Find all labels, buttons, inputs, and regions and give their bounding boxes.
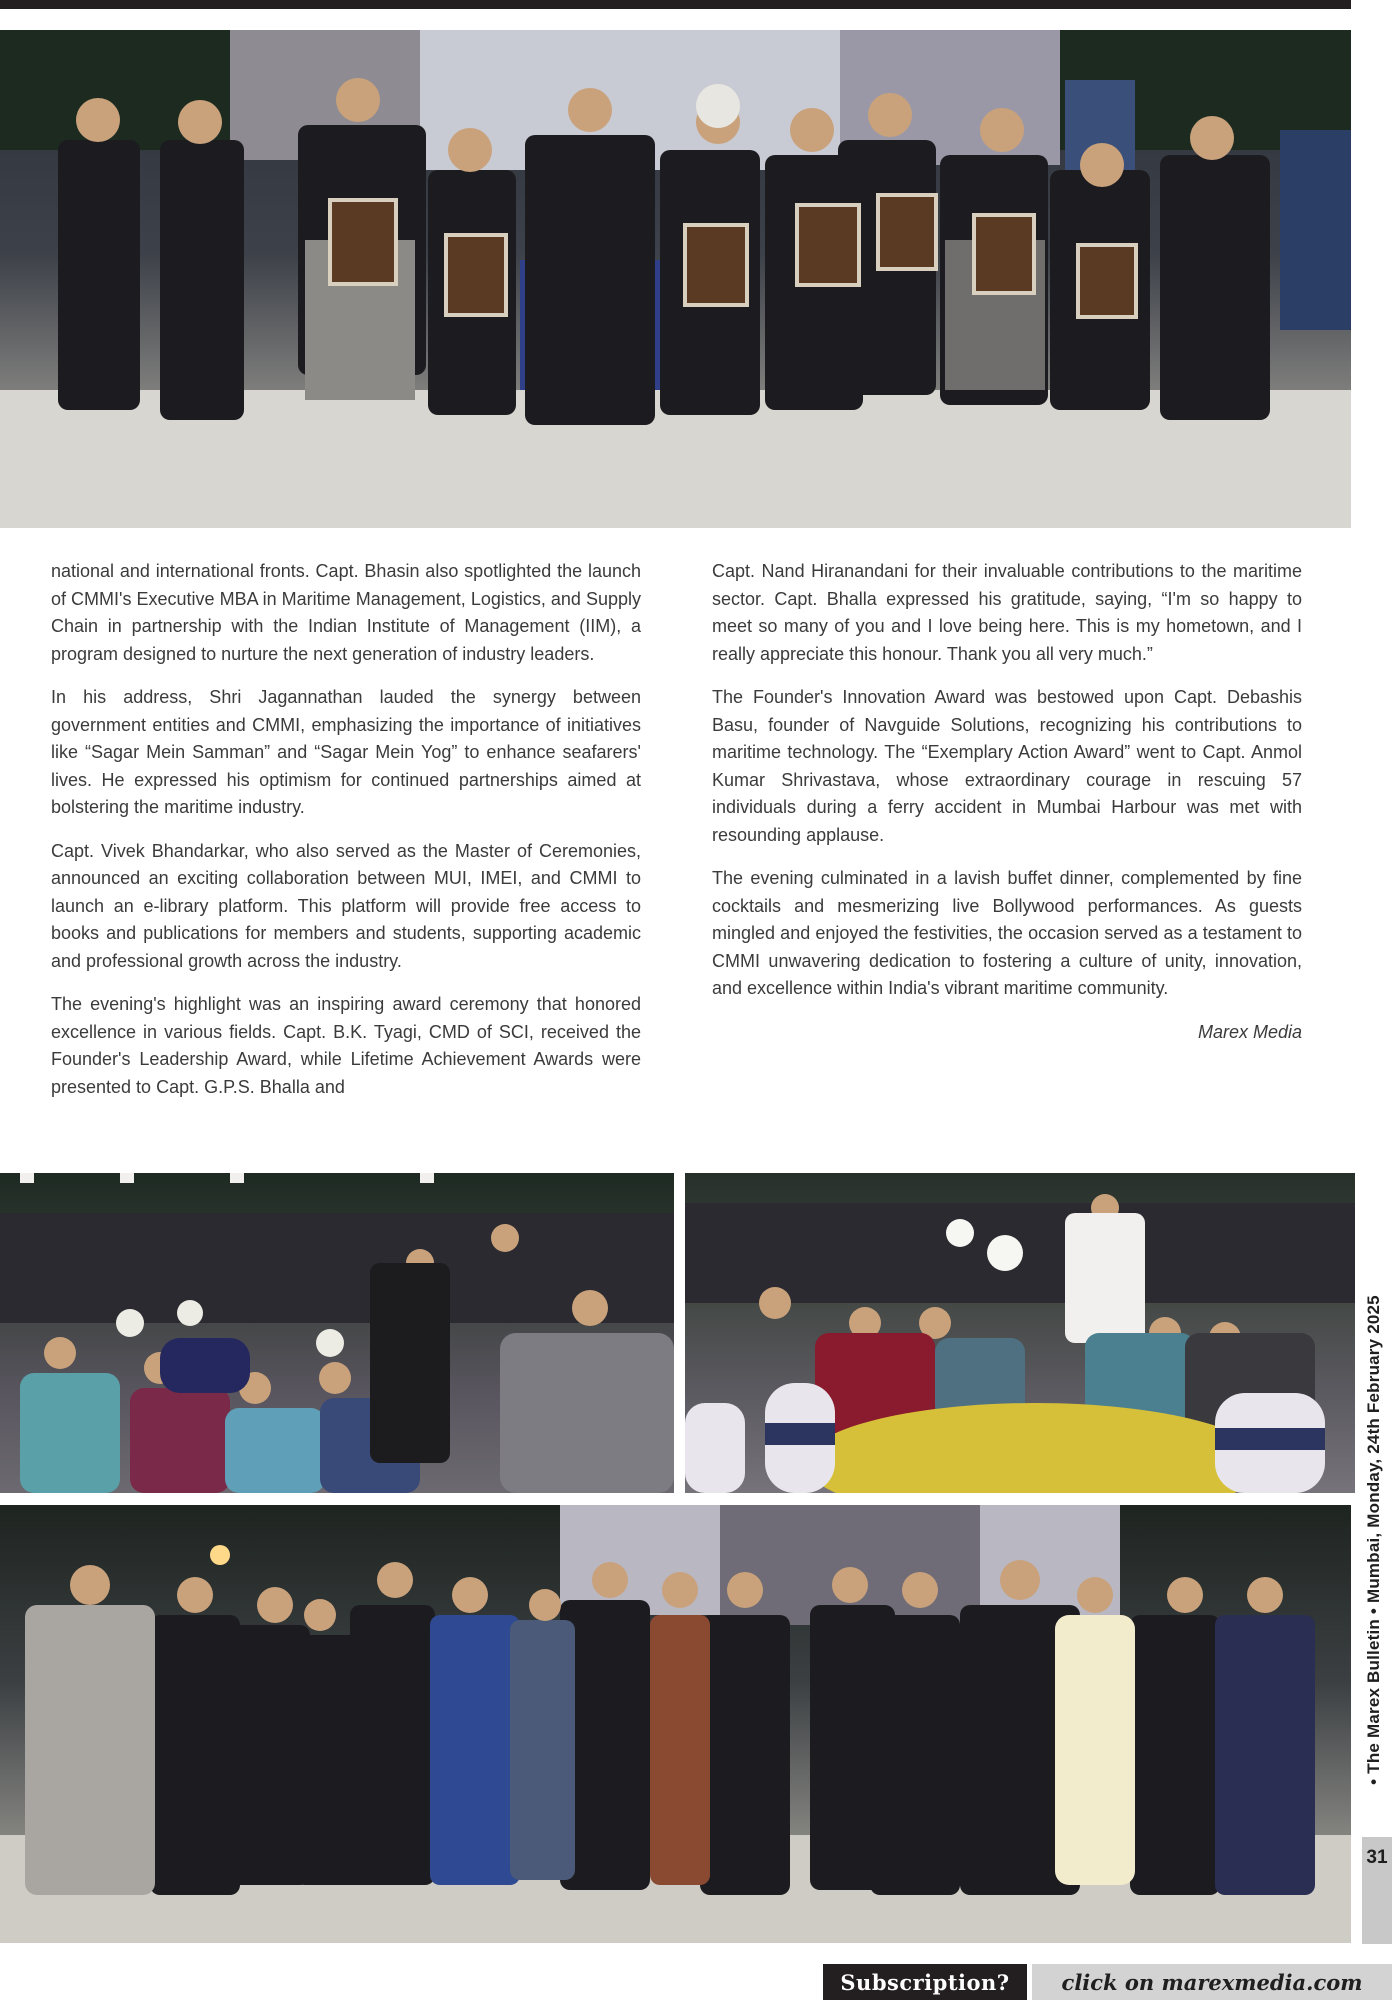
award-group-photo-drawing — [0, 30, 1351, 528]
dinner-table-photo — [685, 1173, 1355, 1493]
guests-seated-photo — [0, 1173, 674, 1493]
subscription-label[interactable]: Subscription? — [823, 1964, 1027, 2000]
page-number-tab — [1362, 1837, 1392, 1944]
large-group-photo-drawing — [0, 1505, 1351, 1943]
article-byline: Marex Media — [1197, 1021, 1302, 1042]
article-right-column — [712, 558, 1302, 1046]
large-group-photo — [0, 1505, 1351, 1943]
guests-seated-photo-drawing — [0, 1173, 674, 1493]
running-head-text: • The Marex Bulletin • Mumbai, Monday, 24th February 2025 — [1364, 1295, 1384, 1785]
article-paragraph: Capt. Vivek Bhandarkar, who also served as the Master of Ceremonies, announced an exciting collaboration between MUI, IMEI, and CMMI to launch an e-library platform. This platform will provide free access to books and publications for members and students, supporting academic and professional growth across the industry. — [51, 840, 641, 971]
article-paragraph: Capt. Nand Hiranandani for their invaluable contributions to the maritime sector. Capt. Bhalla expressed his gratitude, saying, “I'm so happy to meet so many of you and I love being here. This is my hometown, and I really appreciate this honour. Thank you all very much.” — [712, 561, 1302, 664]
page-number: 31 — [1366, 1847, 1388, 1868]
top-rule — [0, 0, 1351, 9]
article-paragraph: national and international fronts. Capt. Bhasin also spotlighted the launch of CMMI's Executive MBA in Maritime Management, Logistics, and Supply Chain in partnership with the Indian Institute of Management (IIM), a program designed to nurture the next generation of industry leaders. — [51, 561, 641, 664]
article-paragraph: The evening culminated in a lavish buffet dinner, complemented by fine cocktails and mesmerizing live Bollywood performances. As guests mingled and enjoyed the festivities, the occasion served as a testament to CMMI unwavering dedication to fostering a culture of unity, innovation, and excellence within India's vibrant maritime community. — [712, 868, 1302, 998]
running-head — [1360, 1295, 1388, 1785]
subscription-link[interactable]: click on marexmedia.com — [1032, 1964, 1392, 2000]
award-group-photo — [0, 30, 1351, 528]
article-paragraph: The Founder's Innovation Award was bestowed upon Capt. Debashis Basu, founder of Navguide Solutions, recognizing his contributions to maritime technology. The “Exemplary Action Award” went to Capt. Anmol Kumar Shrivastava, whose extraordinary courage in rescuing 57 individuals during a ferry accident in Mumbai Harbour was met with resounding applause. — [712, 687, 1302, 845]
article-left-column — [51, 558, 641, 1117]
article-paragraph: In his address, Shri Jagannathan lauded the synergy between government entities and CMMI, emphasizing the importance of initiatives like “Sagar Mein Samman” and “Sagar Mein Yog” to enhance seafarers' lives. He expressed his optimism for continued partnerships aimed at bolstering the maritime industry. — [51, 687, 641, 817]
article-paragraph: The evening's highlight was an inspiring award ceremony that honored excellence in various fields. Capt. B.K. Tyagi, CMD of SCI, received the Founder's Leadership Award, while Lifetime Achievement Awards were presented to Capt. G.P.S. Bhalla and — [51, 994, 641, 1097]
dinner-table-photo-drawing — [685, 1173, 1355, 1493]
